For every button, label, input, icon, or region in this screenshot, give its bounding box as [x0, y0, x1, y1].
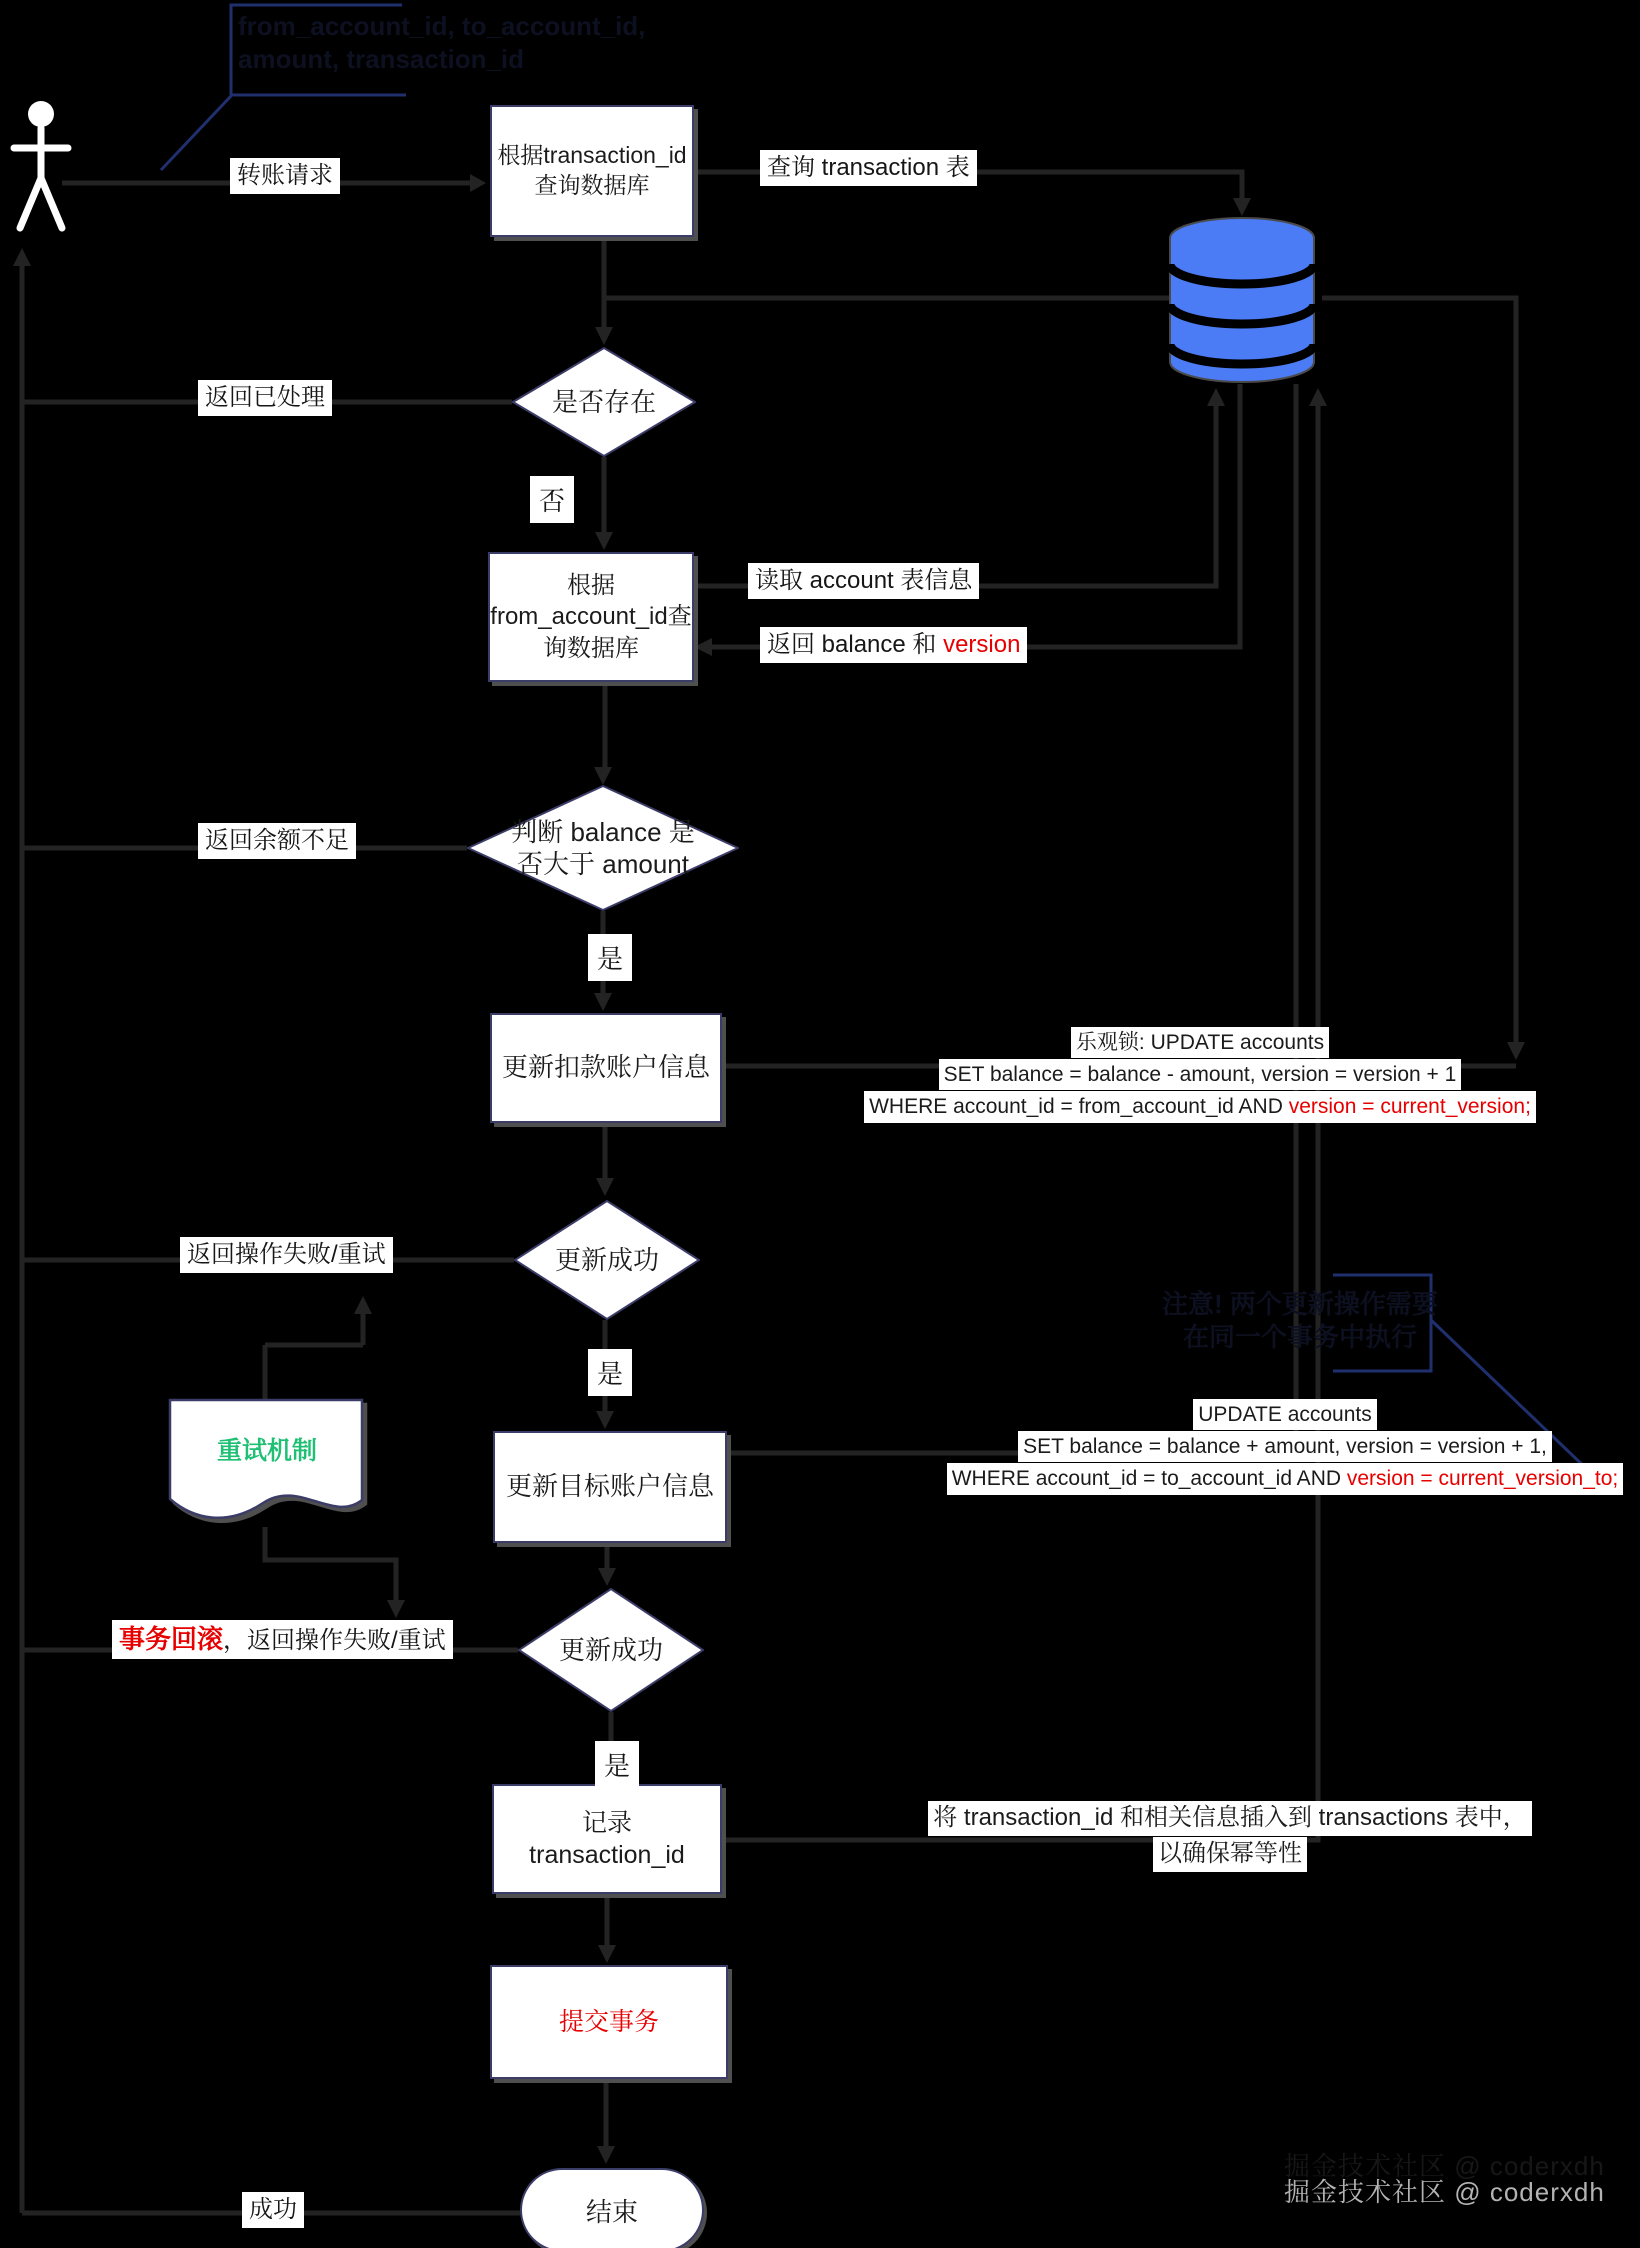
sql-block-debit: 乐观锁: UPDATE accounts SET balance = balance - amount, version = version + 1 WHERE account_id = from_account_id AND version = current_version; [850, 1026, 1550, 1124]
annotation-transfer-params: from_account_id, to_account_id, amount, transaction_id [238, 11, 646, 74]
database-icon [1164, 212, 1320, 388]
edge-label-no: 否 [530, 476, 574, 523]
edge-label-return-balance: 返回 balance 和 version [760, 627, 1027, 663]
edge-label-return-processed: 返回已处理 [198, 380, 332, 416]
edge-label-insert-idempotent: 将 transaction_id 和相关信息插入到 transactions 表中， 以确保幂等性 [900, 1800, 1560, 1873]
annotation-transaction-note: 注意! 两个更新操作需要 在同一个事务中执行 [1162, 1289, 1438, 1352]
document-retry: 重试机制 [216, 1437, 317, 1466]
edge-label-yes-2: 是 [588, 1349, 632, 1396]
process-box-commit-transaction: 提交事务 [490, 1965, 728, 2079]
watermark: 掘金技术社区 @ coderxdh [1284, 2177, 1605, 2207]
decision-exists: 是否存在 [551, 386, 656, 417]
edge-label-transfer-request: 转账请求 [230, 158, 340, 194]
terminator-end: 结束 [520, 2168, 704, 2248]
edge-label-rollback-retry: 事务回滚，返回操作失败/重试 [112, 1620, 453, 1659]
edge-label-read-account: 读取 account 表信息 [748, 563, 979, 599]
edge-label-yes-1: 是 [588, 934, 632, 981]
process-box-query-transaction: 根据transaction_id 查询数据库 [490, 105, 694, 237]
edge-label-query-tx-table: 查询 transaction 表 [760, 150, 977, 186]
edge-label-success: 成功 [242, 2192, 304, 2228]
edge-label-insufficient: 返回余额不足 [198, 823, 356, 859]
edge-label-fail-retry: 返回操作失败/重试 [180, 1237, 393, 1273]
sql-block-credit: UPDATE accounts SET balance = balance + amount, version = version + 1, WHERE account_id = to_account_id AND version = current_version_to; [930, 1398, 1640, 1496]
process-box-update-debit: 更新扣款账户信息 [490, 1013, 722, 1123]
decision-balance: 判断 balance 是 否大于 amount [511, 816, 695, 879]
process-box-update-credit: 更新目标账户信息 [493, 1431, 727, 1543]
decision-update1: 更新成功 [554, 1244, 659, 1275]
process-box-record-transaction: 记录 transaction_id [492, 1784, 722, 1894]
process-box-query-account: 根据 from_account_id查 询数据库 [488, 552, 694, 682]
user-actor-icon [6, 98, 76, 243]
edge-label-yes-3: 是 [595, 1741, 639, 1788]
decision-update2: 更新成功 [558, 1634, 663, 1665]
